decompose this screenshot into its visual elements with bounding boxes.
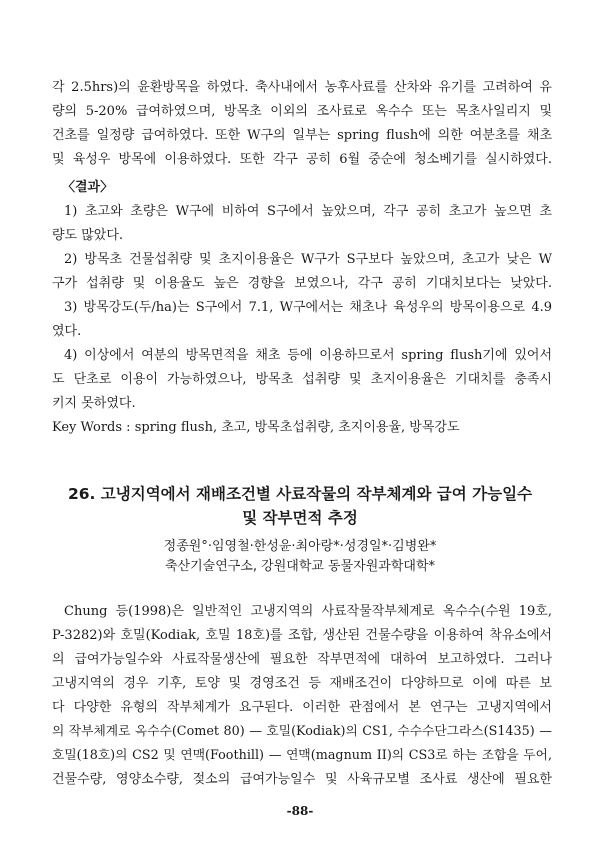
page-number: -88-: [286, 804, 314, 818]
author-block: [40, 537, 560, 577]
text-line: P-3282)와 호밀(Kodiak, 호밀 18호)를 조합, 생산된 건물수량을 이용하여 착유소에서: [52, 628, 552, 643]
text-line: 및 육성우 방목에 이용하였다. 또한 각구 공히 6월 중순에 청소베기를 실시하였다.: [52, 152, 552, 167]
text-line: 건물수량, 영양소수량, 젖소의 급여가능일수 및 사육규모별 조사료 생산에 필요한: [52, 772, 552, 787]
result-item-1: [52, 200, 552, 248]
result-item-2: [52, 248, 552, 296]
text-line: 1) 초고와 초량은 W구에 비하여 S구에서 높았으며, 각구 공히 초고가 높으면 초: [64, 204, 552, 219]
text-line: 였다.: [52, 324, 82, 339]
text-line: 각 2.5hrs)의 윤환방목을 하였다. 축사내에서 농후사료를 산차와 유기를 고려하여 유: [52, 80, 552, 95]
text-line: 2) 방목초 건물섭취량 및 초지이용율은 W구가 S구보다 높았으며, 초고가 낮은 W: [64, 252, 552, 267]
results-heading: 〈결과〉: [62, 180, 114, 195]
text-line: 량도 많았다.: [52, 228, 124, 243]
keywords-line: Key Words : spring flush, 초고, 방목초섭취량, 초지이용율, 방목강도: [52, 420, 460, 435]
methods-paragraph: [52, 76, 552, 172]
title-line: 및 작부면적 추정: [242, 509, 358, 527]
text-line: 키지 못하였다.: [52, 396, 136, 411]
result-item-4: [52, 344, 552, 416]
text-line: 의 작부체계로 옥수수(Comet 80) — 호밀(Kodiak)의 CS1, 수수수단그라스(S1435) —: [52, 724, 552, 739]
text-line: 건초를 일정량 급여하였다. 또한 W구의 일부는 spring flush에 의한 여분초를 채초: [52, 128, 552, 143]
text-line: 호밀(18호)의 CS2 및 연맥(Foothill) — 연맥(magnum II)의 CS3로 하는 조합을 두어,: [52, 748, 552, 763]
article-title: [40, 482, 560, 530]
text-line: Chung 등(1998)은 일반적인 고냉지역의 사료작물작부체계로 옥수수(수원 19호,: [64, 604, 552, 619]
text-line: 량의 5-20% 급여하였으며, 방목초 이외의 조사료로 옥수수 또는 목초사일리지 및: [52, 104, 552, 119]
author-names: 정종원°·임영철·한성윤·최아랑*·성경일*·김병완*: [163, 539, 437, 554]
text-line: 다 다양한 유형의 작부체계가 요구된다. 이러한 관점에서 본 연구는 고냉지역에서: [52, 700, 552, 715]
author-affiliation: 축산기술연구소, 강원대학교 동물자원과학대학*: [164, 559, 436, 574]
text-line: 4) 이상에서 여분의 방목면적을 채초 등에 이용하므로서 spring flush기에 있어서: [64, 348, 552, 363]
title-line: 26. 고냉지역에서 재배조건별 사료작물의 작부체계와 급여 가능일수: [67, 485, 533, 503]
result-item-3: [52, 296, 552, 344]
results-section: [52, 176, 552, 440]
text-line: 3) 방목강도(두/ha)는 S구에서 7.1, W구에서는 채초나 육성우의 방목이용으로 4.9: [64, 300, 552, 315]
text-line: 고냉지역의 경우 기후, 토양 및 경영조건 등 재배조건이 다양하므로 이에 따른 보: [52, 676, 552, 691]
text-line: 도 단초로 이용이 가능하였으나, 방목초 섭취량 및 초지이용율은 기대치를 충족시: [52, 372, 552, 387]
article-body: [52, 600, 552, 792]
text-line: 의 급여가능일수와 사료작물생산에 필요한 작부면적에 대하여 보고하였다. 그러나: [52, 652, 552, 667]
text-line: 구가 섭취량 및 이용율도 높은 경향을 보였으나, 각구 공히 기대치보다는 낮았다.: [52, 276, 552, 291]
